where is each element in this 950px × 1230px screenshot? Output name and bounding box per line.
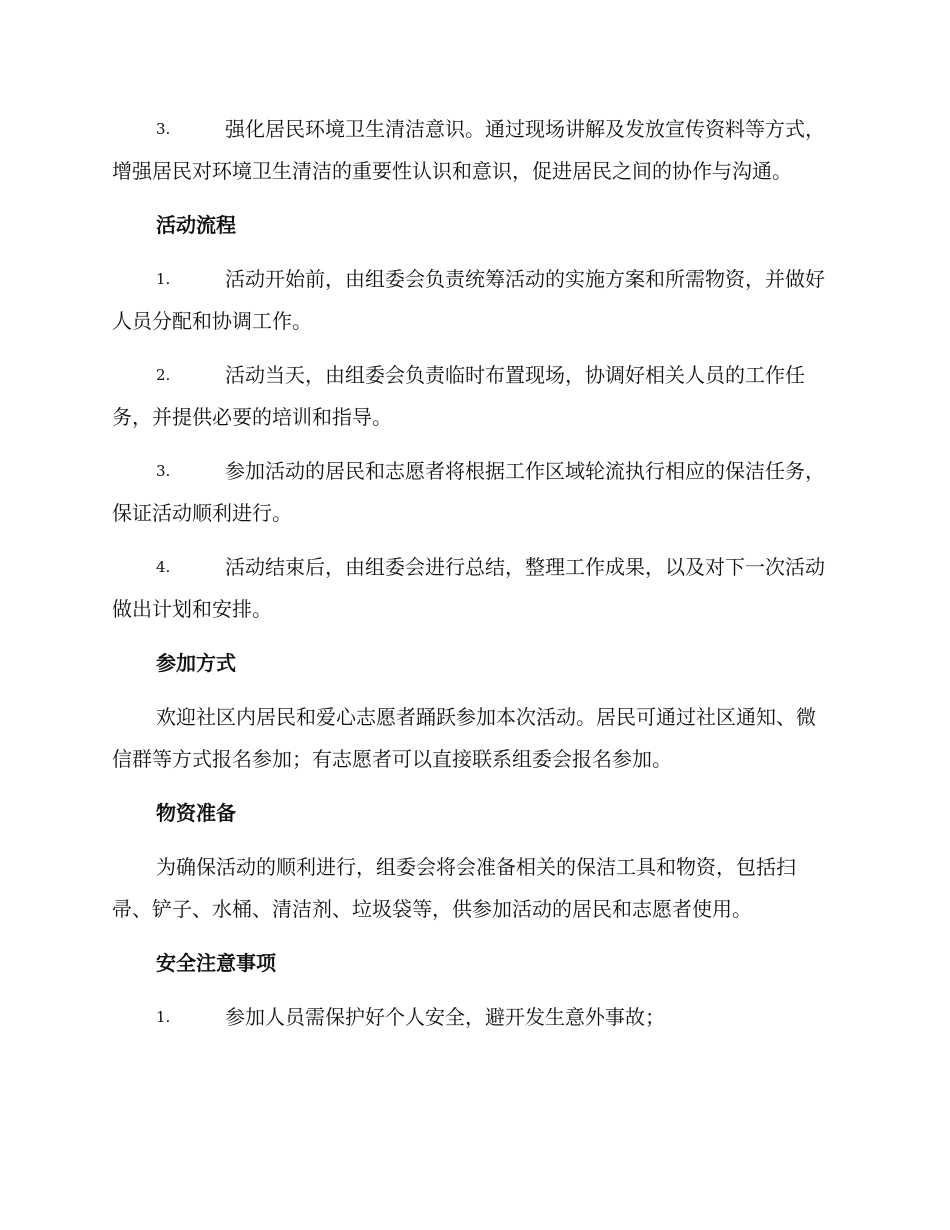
item-text: 活动当天，由组委会负责临时布置现场，协调好相关人员的工作任务，并提供必要的培训和指导。 — [112, 363, 805, 429]
item-number: 1. — [156, 270, 171, 288]
section-heading-materials: 物资准备 — [156, 801, 236, 825]
section-heading-safety: 安全注意事项 — [156, 951, 276, 975]
process-item-1 — [112, 258, 834, 342]
safety-item-1 — [112, 996, 834, 1038]
process-item-2 — [112, 354, 834, 438]
item-number: 3. — [156, 462, 171, 480]
item-number: 4. — [156, 558, 171, 576]
item-text: 参加人员需保护好个人安全，避开发生意外事故； — [225, 1005, 665, 1029]
document-body — [112, 108, 834, 1050]
item-number: 3. — [156, 120, 171, 138]
process-item-4 — [112, 546, 834, 630]
process-item-3 — [112, 450, 834, 534]
participation-paragraph: 欢迎社区内居民和爱心志愿者踊跃参加本次活动。居民可通过社区通知、微信群等方式报名参加；有志愿者可以直接联系组委会报名参加。 — [112, 705, 816, 771]
item-text: 活动结束后，由组委会进行总结，整理工作成果，以及对下一次活动做出计划和安排。 — [112, 555, 825, 621]
item-text: 参加活动的居民和志愿者将根据工作区域轮流执行相应的保洁任务，保证活动顺利进行。 — [112, 459, 825, 525]
section-heading-process: 活动流程 — [156, 213, 236, 237]
item-number: 2. — [156, 366, 171, 384]
section-heading-participation: 参加方式 — [156, 651, 236, 675]
item-number: 1. — [156, 1008, 171, 1026]
item-text: 强化居民环境卫生清洁意识。通过现场讲解及发放宣传资料等方式，增强居民对环境卫生清洁的重要性认识和意识，促进居民之间的协作与沟通。 — [112, 117, 825, 183]
objective-item-3 — [112, 108, 834, 192]
item-text: 活动开始前，由组委会负责统筹活动的实施方案和所需物资，并做好人员分配和协调工作。 — [112, 267, 825, 333]
materials-paragraph: 为确保活动的顺利进行，组委会将会准备相关的保洁工具和物资，包括扫帚、铲子、水桶、清洁剂、垃圾袋等，供参加活动的居民和志愿者使用。 — [112, 855, 796, 921]
